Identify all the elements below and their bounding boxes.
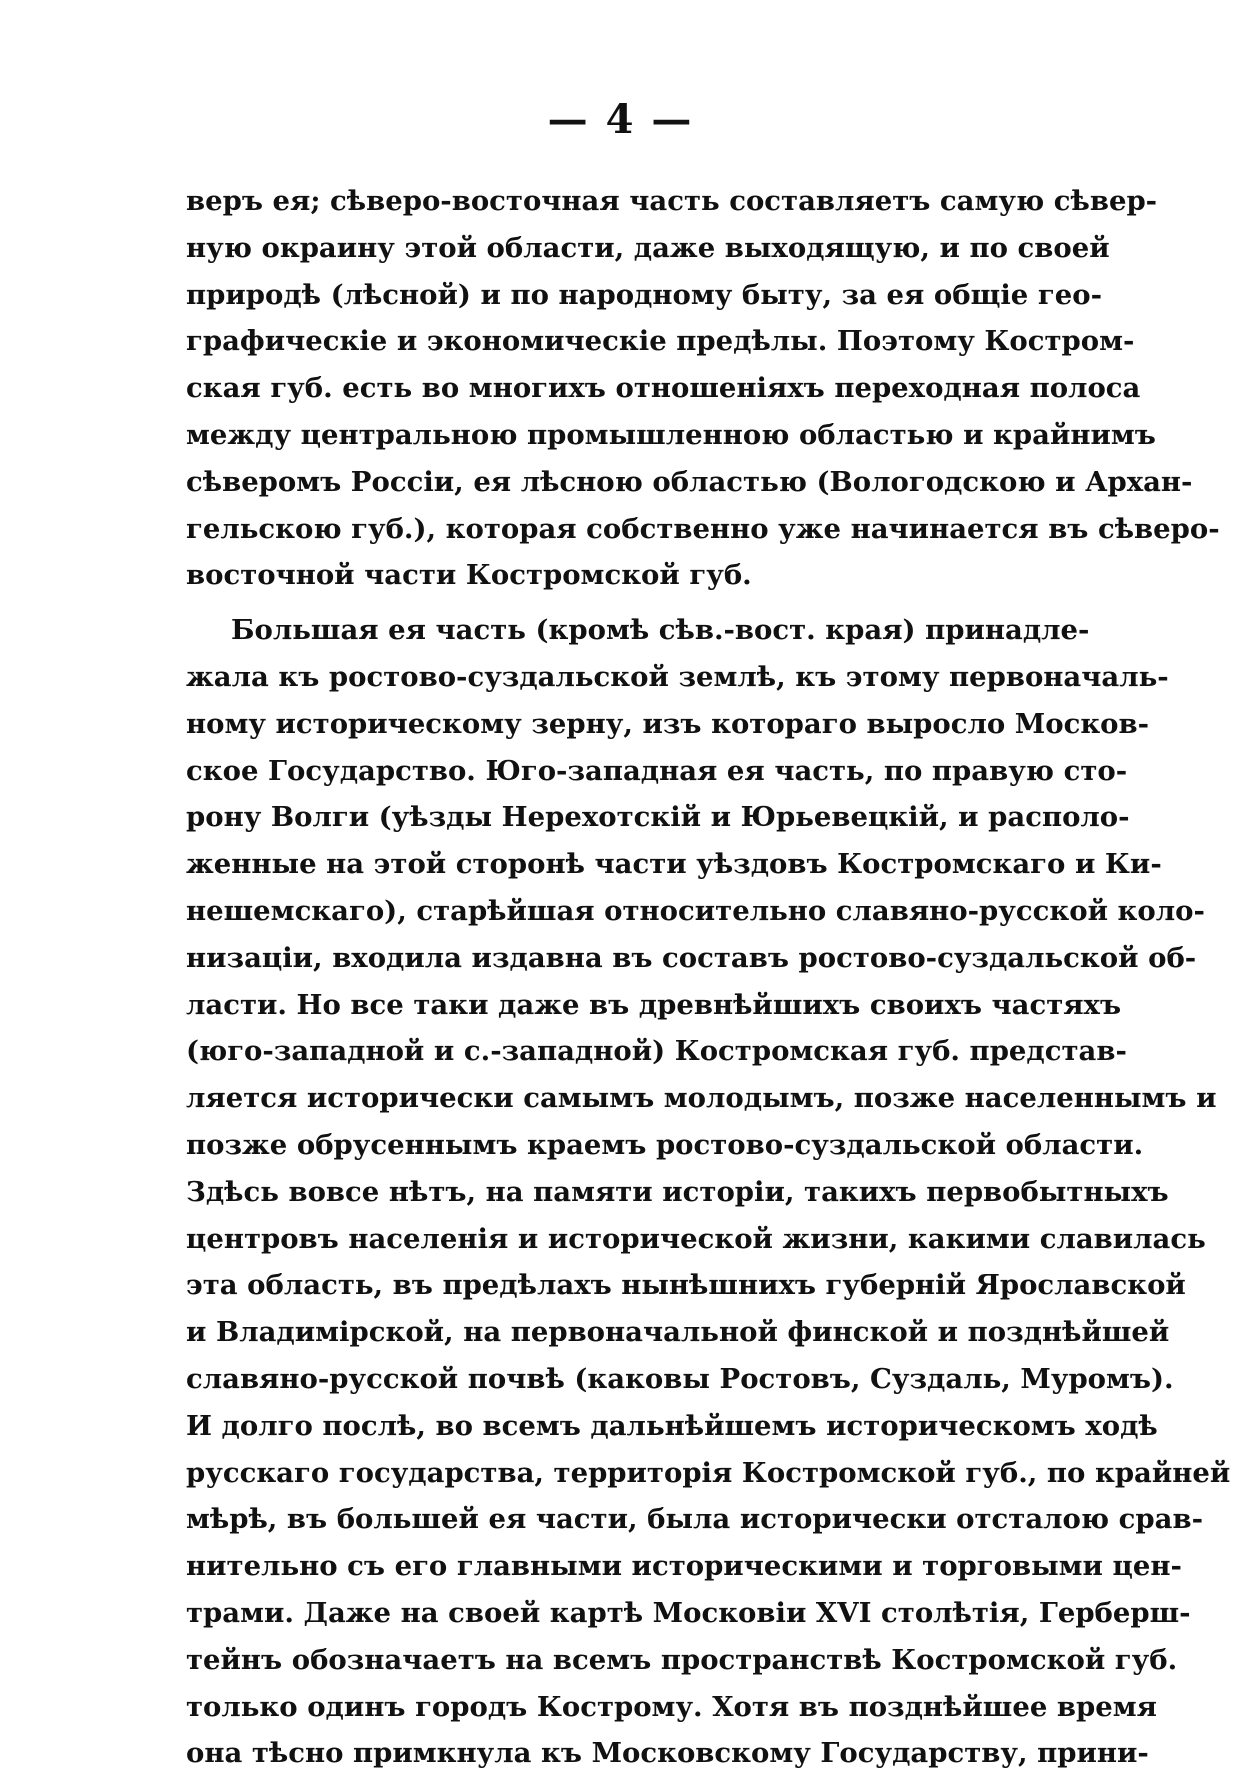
text-line: ную окраину этой области, даже выходящую, и по своей [186, 231, 1110, 264]
text-line: центровъ населенія и исторической жизни, какими славилась [186, 1222, 1206, 1255]
text-line: эта область, въ предѣлахъ нынѣшнихъ губерній Ярославской [186, 1269, 1186, 1302]
text-line: веръ ея; сѣверо-восточная часть составляетъ самую сѣвер- [186, 185, 1158, 217]
text-line: графическіе и экономическіе предѣлы. Поэтому Костром- [186, 325, 1135, 358]
text-line: жала къ ростово-суздальской землѣ, къ этому первоначаль- [186, 660, 1169, 693]
text-line: славяно-русской почвѣ (каковы Ростовъ, Суздаль, Муромъ). [186, 1362, 1174, 1395]
paragraph [186, 178, 1220, 599]
text-line: трами. Даже на своей картѣ Московіи XVI столѣтія, Герберш- [186, 1596, 1191, 1629]
text-line: нешемскаго), старѣйшая относительно славяно-русской коло- [186, 894, 1205, 927]
text-line: между центральною промышленною областью и крайнимъ [186, 418, 1156, 451]
text-line: ская губ. есть во многихъ отношеніяхъ переходная полоса [186, 372, 1141, 405]
text-line: сѣверомъ Россіи, ея лѣсною областью (Вологодскою и Архан- [186, 465, 1193, 498]
text-line: женные на этой сторонѣ части уѣздовъ Костромскаго и Ки- [186, 848, 1162, 881]
text-line: рону Волги (уѣзды Нерехотскій и Юрьевецкій, и располо- [186, 801, 1130, 834]
text-line: русскаго государства, территорія Костромской губ., по крайней [186, 1456, 1231, 1489]
text-line: гельскою губ.), которая собственно уже начинается въ сѣверо- [186, 512, 1220, 545]
text-line: (юго-западной и с.-западной) Костромская губ. представ- [186, 1035, 1127, 1068]
text-line: Большая ея часть (кромѣ сѣв.-вост. края) принадле- [231, 614, 1090, 647]
text-line: природѣ (лѣсной) и по народному быту, за ея общіе гео- [186, 278, 1102, 311]
page-number: — 4 — [547, 96, 694, 143]
text-body [186, 178, 1231, 1777]
text-line: И долго послѣ, во всемъ дальнѣйшемъ историческомъ ходѣ [186, 1409, 1158, 1442]
paragraph [186, 607, 1231, 1777]
text-line: ному историческому зерну, изъ котораго выросло Москов- [186, 707, 1150, 740]
text-line: низаціи, входила издавна въ составъ ростово-суздальской об- [186, 941, 1197, 974]
paragraph-gap [186, 599, 1068, 607]
text-line: ское Государство. Юго-западная ея часть, по правую сто- [186, 754, 1128, 787]
text-line: она тѣсно примкнула къ Московскому Государству, прини- [186, 1737, 1149, 1770]
text-line: только одинъ городъ Кострому. Хотя въ позднѣйшее время [186, 1690, 1157, 1723]
text-line: и Владимірской, на первоначальной финской и позднѣйшей [186, 1316, 1170, 1349]
text-line: мѣрѣ, въ большей ея части, была исторически отсталою срав- [186, 1503, 1203, 1536]
text-line: Здѣсь вовсе нѣтъ, на памяти исторіи, такихъ первобытныхъ [186, 1175, 1169, 1208]
text-line: ляется исторически самымъ молодымъ, позже населеннымъ и [186, 1082, 1217, 1115]
text-line: позже обрусеннымъ краемъ ростово-суздальской области. [186, 1128, 1144, 1161]
text-line: восточной части Костромской губ. [186, 559, 752, 592]
text-line: нительно съ его главными историческими и торговыми цен- [186, 1550, 1182, 1583]
text-line: ласти. Но все таки даже въ древнѣйшихъ своихъ частяхъ [186, 988, 1122, 1021]
text-line: тейнъ обозначаетъ на всемъ пространствѣ Костромской губ. [186, 1643, 1178, 1676]
